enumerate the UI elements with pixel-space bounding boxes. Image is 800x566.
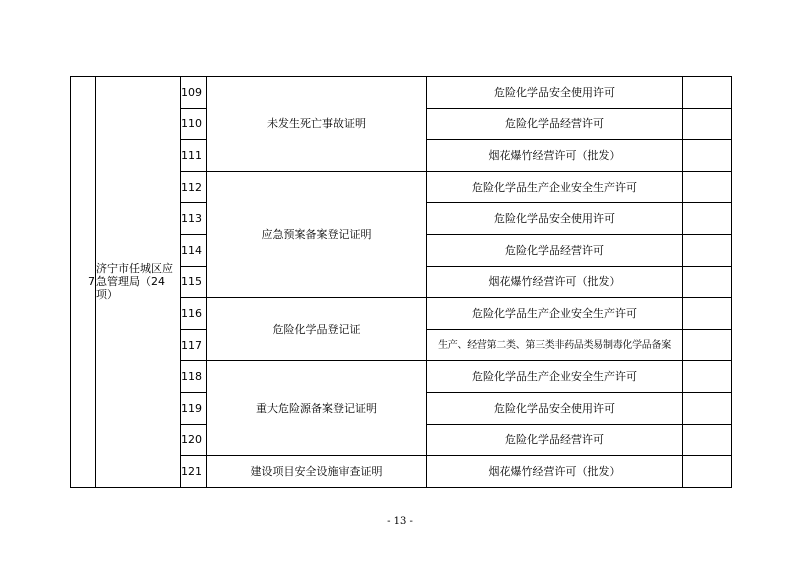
remark-cell [683,77,732,109]
permit-name: 危险化学品生产企业安全生产许可 [427,171,683,203]
remark-cell [683,266,732,298]
permit-name: 危险化学品安全使用许可 [427,392,683,424]
permit-name: 烟花爆竹经营许可（批发） [427,266,683,298]
row-number: 116 [181,298,207,330]
section-index: 7 [71,77,96,488]
remark-cell [683,108,732,140]
remark-cell [683,298,732,330]
permit-name: 危险化学品生产企业安全生产许可 [427,298,683,330]
permit-name: 危险化学品经营许可 [427,234,683,266]
permit-name: 危险化学品经营许可 [427,424,683,456]
row-number: 121 [181,456,207,488]
certificate-name: 建设项目安全设施审查证明 [207,456,427,488]
page-number: - 13 - [387,516,413,527]
remark-cell [683,392,732,424]
certificate-name: 未发生死亡事故证明 [207,77,427,172]
permit-name: 危险化学品经营许可 [427,108,683,140]
permit-name: 烟花爆竹经营许可（批发） [427,456,683,488]
certificate-name: 应急预案备案登记证明 [207,171,427,297]
department-name: 济宁市任城区应急管理局（24项） [96,77,181,488]
row-number: 112 [181,171,207,203]
row-number: 120 [181,424,207,456]
row-number: 110 [181,108,207,140]
remark-cell [683,329,732,361]
certificate-name: 重大危险源备案登记证明 [207,361,427,456]
certificate-name: 危险化学品登记证 [207,298,427,361]
remark-cell [683,203,732,235]
permit-table [70,76,732,488]
row-number: 113 [181,203,207,235]
row-number: 118 [181,361,207,393]
permit-name: 危险化学品安全使用许可 [427,203,683,235]
permit-name: 危险化学品安全使用许可 [427,77,683,109]
permit-name: 危险化学品生产企业安全生产许可 [427,361,683,393]
remark-cell [683,234,732,266]
remark-cell [683,456,732,488]
row-number: 109 [181,77,207,109]
remark-cell [683,361,732,393]
row-number: 114 [181,234,207,266]
row-number: 119 [181,392,207,424]
row-number: 111 [181,140,207,172]
remark-cell [683,171,732,203]
row-number: 115 [181,266,207,298]
remark-cell [683,140,732,172]
permit-name: 烟花爆竹经营许可（批发） [427,140,683,172]
remark-cell [683,424,732,456]
row-number: 117 [181,329,207,361]
permit-name: 生产、经营第二类、第三类非药品类易制毒化学品备案 [427,329,683,361]
table-row [71,77,732,109]
